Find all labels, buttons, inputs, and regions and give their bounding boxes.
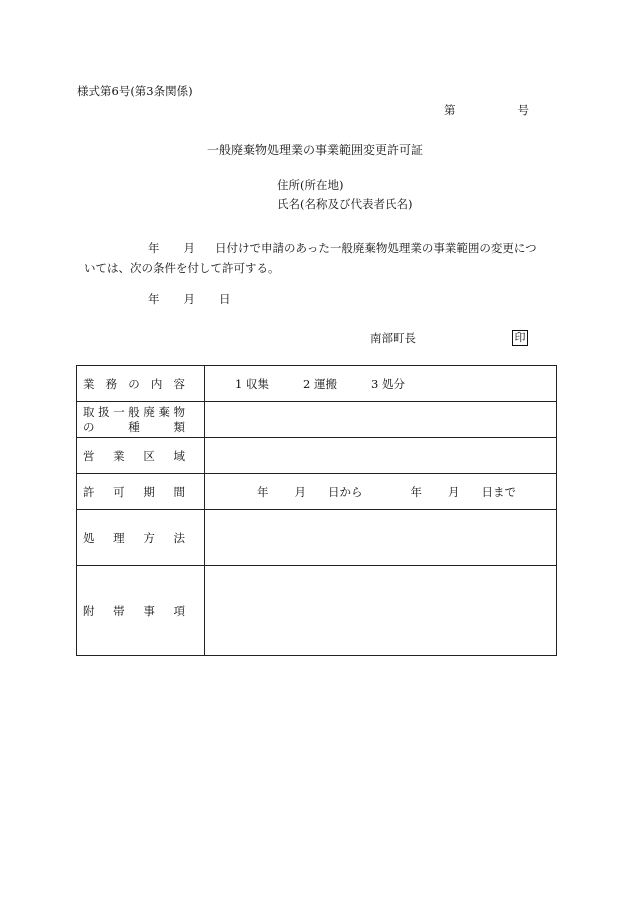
business-value bbox=[205, 366, 557, 402]
business-label: 業 務 の 内 容 bbox=[77, 366, 205, 402]
area-label: 営 業 区 域 bbox=[77, 438, 205, 474]
form-id: 様式第6号(第3条関係) bbox=[77, 84, 193, 98]
body-year: 年 bbox=[148, 241, 160, 255]
period-from-year: 年 bbox=[257, 484, 269, 499]
issue-year: 年 bbox=[148, 292, 160, 306]
table-row-conditions bbox=[77, 566, 557, 656]
period-to-year: 年 bbox=[410, 484, 422, 499]
waste-type-value bbox=[205, 402, 557, 438]
issuer-title: 南部町長 bbox=[370, 331, 416, 345]
conditions-label: 附 帯 事 項 bbox=[77, 566, 205, 656]
document-title: 一般廃棄物処理業の事業範囲変更許可証 bbox=[206, 143, 423, 157]
method-value bbox=[205, 510, 557, 566]
seal-mark: 印 bbox=[512, 330, 528, 346]
issue-month: 月 bbox=[183, 292, 195, 306]
method-label: 処 理 方 法 bbox=[77, 510, 205, 566]
name-label: 氏名(名称及び代表者氏名) bbox=[277, 197, 413, 211]
table-row-period bbox=[77, 474, 557, 510]
business-item-collection: 1 収集 bbox=[235, 376, 269, 391]
table-row-business bbox=[77, 366, 557, 402]
body-line1-text: 日付けで申請のあった一般廃棄物処理業の事業範囲の変更につ bbox=[215, 241, 537, 255]
period-from-month: 月 bbox=[294, 484, 306, 499]
business-item-disposal: 3 処分 bbox=[370, 376, 405, 391]
body-month: 月 bbox=[183, 241, 195, 255]
document-number bbox=[444, 105, 529, 117]
number-suffix: 号 bbox=[517, 103, 529, 117]
business-item-transport: 2 運搬 bbox=[302, 376, 337, 391]
area-value bbox=[205, 438, 557, 474]
table-row-waste-type bbox=[77, 402, 557, 438]
number-prefix: 第 bbox=[444, 103, 456, 117]
address-label: 住所(所在地) bbox=[277, 178, 344, 192]
body-text bbox=[84, 238, 564, 278]
table-row-method bbox=[77, 510, 557, 566]
issue-date bbox=[148, 294, 231, 306]
conditions-value bbox=[205, 566, 557, 656]
issue-day: 日 bbox=[219, 292, 231, 306]
period-from-day: 日から bbox=[328, 484, 363, 499]
period-value bbox=[205, 474, 557, 510]
period-to-day: 日まで bbox=[481, 484, 516, 499]
table-row-area bbox=[77, 438, 557, 474]
body-line-1 bbox=[84, 238, 564, 258]
period-label: 許 可 期 間 bbox=[77, 474, 205, 510]
waste-type-label: 取 扱 一 般 廃 棄 物 の 種 類 bbox=[77, 402, 205, 438]
permit-table bbox=[76, 365, 557, 656]
period-to-month: 月 bbox=[448, 484, 460, 499]
body-line-2: いては、次の条件を付して許可する。 bbox=[84, 261, 280, 275]
